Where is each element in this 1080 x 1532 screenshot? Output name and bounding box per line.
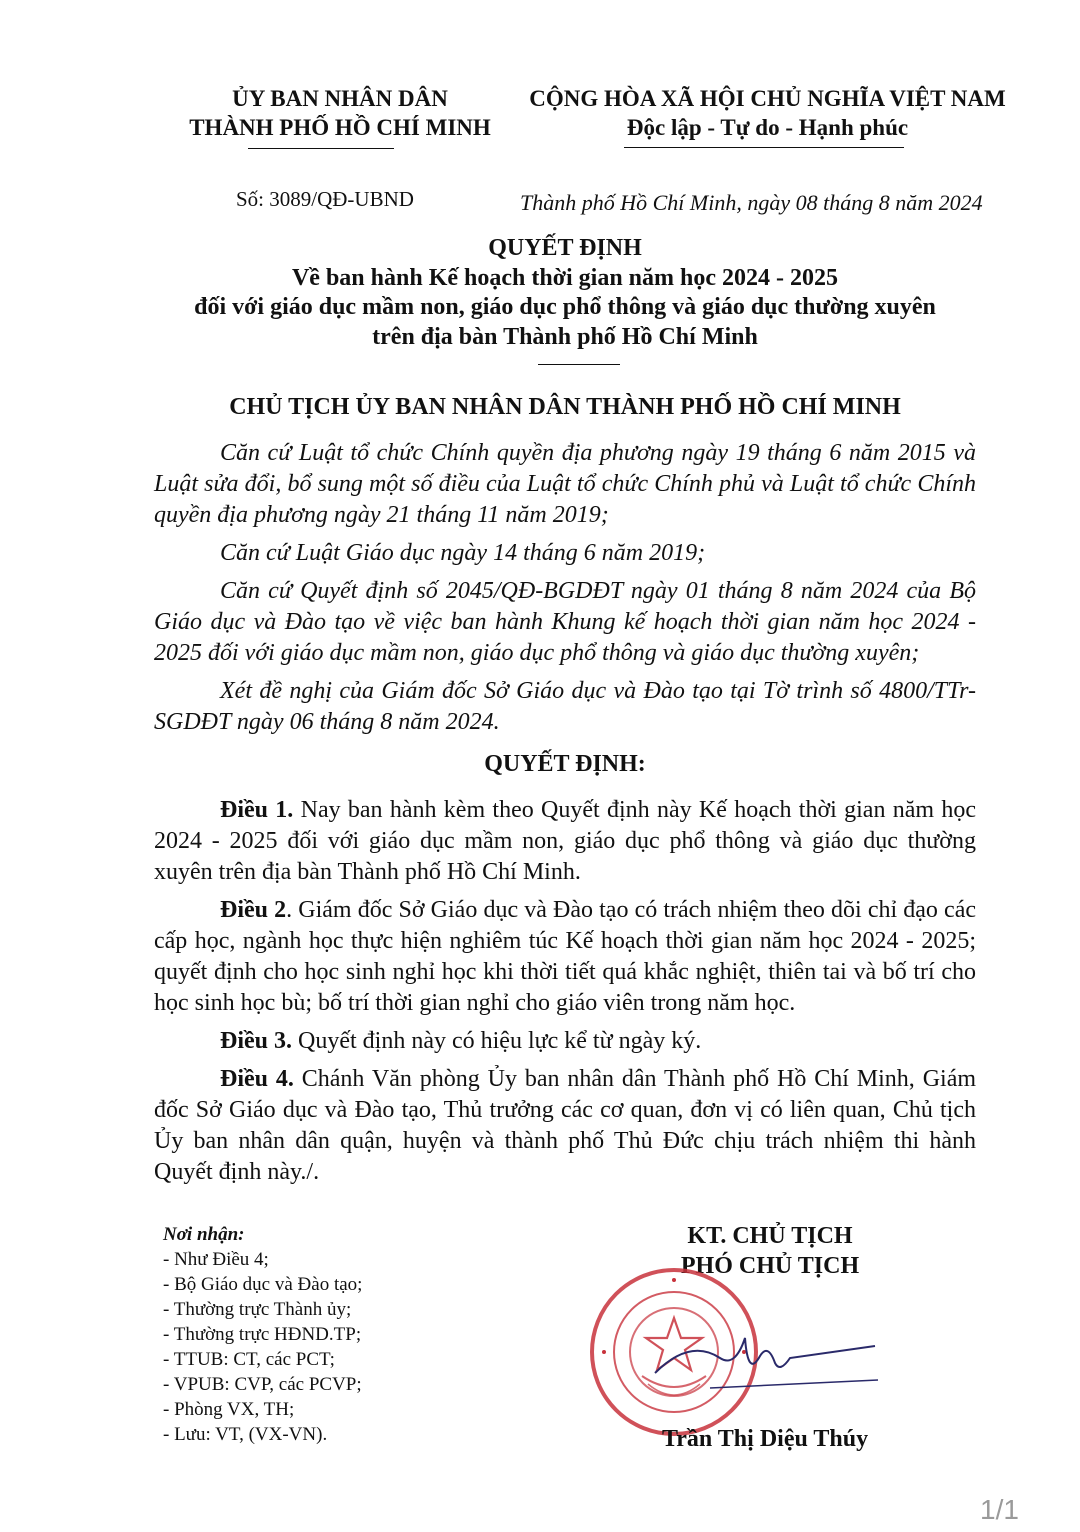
place-date: Thành phố Hồ Chí Minh, ngày 08 tháng 8 năm 2024 [520, 190, 983, 215]
motto-underline [624, 147, 904, 148]
agency-underline [248, 148, 394, 149]
handwritten-signature-icon [650, 1318, 880, 1408]
recipient-item: - Thường trực HĐND.TP; [163, 1324, 362, 1345]
articles [154, 795, 976, 1195]
title-line-1: QUYẾT ĐỊNH [488, 235, 642, 261]
document-number: Số: 3089/QĐ-UBND [236, 187, 414, 211]
chairman-heading: CHỦ TỊCH ỦY BAN NHÂN DÂN THÀNH PHỐ HỒ CHÍ MINH [229, 394, 901, 420]
article-text: Nay ban hành kèm theo Quyết định này Kế hoạch thời gian năm học 2024 - 2025 đối với giáo dục mầm non, giáo dục phổ thông và giáo dục thường xuyên trên địa bàn Thành phố Hồ Chí Minh. [154, 797, 977, 885]
legal-basis-item: Căn cứ Luật Giáo dục ngày 14 tháng 6 năm 2019; [220, 540, 706, 566]
recipients-heading: Nơi nhận: [163, 1224, 245, 1245]
agency-line-1: ỦY BAN NHÂN DÂN [232, 86, 448, 111]
article-label: Điều 1. [220, 797, 294, 823]
article-4 [154, 1064, 976, 1188]
legal-basis-item: Căn cứ Quyết định số 2045/QĐ-BGDĐT ngày 01 tháng 8 năm 2024 của Bộ Giáo dục và Đào tạo về việc ban hành Khung kế hoạch thời gian năm học 2024 - 2025 đối với giáo dục mầm non, giáo dục phổ thông và giáo dục thường xuyên; [154, 578, 976, 666]
title-underline [538, 364, 620, 365]
legal-basis-item: Xét đề nghị của Giám đốc Sở Giáo dục và Đào tạo tại Tờ trình số 4800/TTr-SGDĐT ngày 06 tháng 8 năm 2024. [154, 678, 976, 735]
nation-line-2: Độc lập - Tự do - Hạnh phúc [626, 115, 909, 140]
recipient-item: - Bộ Giáo dục và Đào tạo; [163, 1274, 363, 1295]
document-title [100, 234, 1030, 352]
national-motto [505, 84, 1030, 142]
issuing-agency [150, 84, 530, 142]
article-text: . Giám đốc Sở Giáo dục và Đào tạo có trách nhiệm theo dõi chỉ đạo các cấp học, ngành học thực hiện nghiêm túc Kế hoạch thời gian năm học 2024 - 2025; quyết định cho học sinh nghỉ học khi thời tiết quá khắc nghiệt, thiên tai và bố trí cho học sinh học bù; bố trí thời gian nghỉ cho giáo viên trong năm học. [154, 897, 977, 1016]
legal-basis-item: Căn cứ Luật tổ chức Chính quyền địa phương ngày 19 tháng 6 năm 2015 và Luật sửa đổi, bổ sung một số điều của Luật tổ chức Chính phủ và Luật tổ chức Chính quyền địa phương ngày 21 tháng 11 năm 2019; [154, 440, 976, 528]
recipient-item: - Lưu: VT, (VX-VN). [163, 1424, 328, 1445]
recipient-item: - Như Điều 4; [163, 1249, 269, 1270]
agency-line-2: THÀNH PHỐ HỒ CHÍ MINH [189, 115, 491, 140]
article-label: Điều 3. [220, 1028, 292, 1054]
article-1 [154, 795, 976, 888]
article-label: Điều 2 [220, 897, 287, 923]
recipients-list [163, 1222, 362, 1447]
article-2 [154, 895, 976, 1019]
article-text: Chánh Văn phòng Ủy ban nhân dân Thành phố Hồ Chí Minh, Giám đốc Sở Giáo dục và Đào tạo, Thủ trưởng các cơ quan, đơn vị có liên quan, Chủ tịch Ủy ban nhân dân quận, huyện và thành phố Thủ Đức chịu trách nhiệm thi hành Quyết định này./. [154, 1066, 977, 1185]
page-indicator: 1/1 [980, 1494, 1019, 1525]
title-line-4: trên địa bàn Thành phố Hồ Chí Minh [372, 323, 758, 350]
signature-title-line-2: PHÓ CHỦ TỊCH [680, 1253, 860, 1279]
nation-line-1: CỘNG HÒA XÃ HỘI CHỦ NGHĨA VIỆT NAM [529, 86, 1006, 111]
legal-basis [154, 438, 976, 745]
recipient-item: - TTUB: CT, các PCT; [163, 1349, 335, 1370]
title-line-3: đối với giáo dục mầm non, giáo dục phổ thông và giáo dục thường xuyên [194, 294, 936, 320]
article-text: Quyết định này có hiệu lực kể từ ngày ký. [292, 1028, 702, 1054]
recipient-item: - Thường trực Thành ủy; [163, 1299, 352, 1320]
title-line-2: Về ban hành Kế hoạch thời gian năm học 2024 - 2025 [291, 264, 839, 291]
recipient-item: - VPUB: CVP, các PCVP; [163, 1374, 362, 1395]
article-label: Điều 4. [220, 1066, 294, 1092]
signature-title-line-1: KT. CHỦ TỊCH [687, 1223, 853, 1249]
article-3 [154, 1026, 976, 1057]
recipient-item: - Phòng VX, TH; [163, 1399, 295, 1420]
signer-name: Trần Thị Diệu Thúy [662, 1426, 869, 1452]
decision-heading: QUYẾT ĐỊNH: [484, 751, 646, 777]
